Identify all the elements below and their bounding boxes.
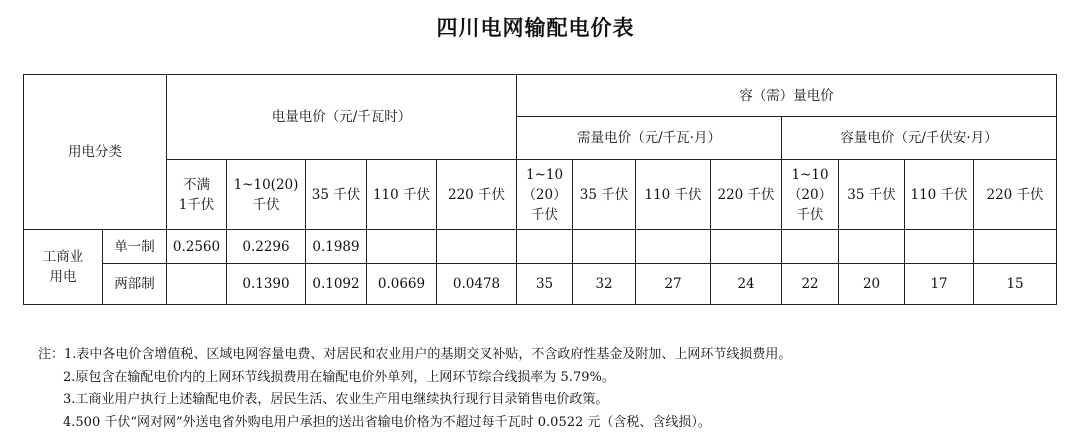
demand-level-header: 110 千伏 bbox=[636, 160, 711, 230]
demand-price-header: 需量电价（元/千瓦·月） bbox=[517, 117, 782, 160]
demand-price-cell bbox=[573, 230, 636, 264]
note-line: 2.原包含在输配电价内的上网环节线损费用在输配电价外单列，上网环节综合线损率为 5.79%。 bbox=[63, 369, 615, 385]
demand-price-cell bbox=[636, 230, 711, 264]
energy-price-cell: 0.1390 bbox=[227, 264, 306, 305]
capacity-price-cell bbox=[782, 230, 839, 264]
energy-price-cell bbox=[437, 230, 517, 264]
note-line: 3.工商业用户执行上述输配电价表，居民生活、农业生产用电继续执行现行目录销售电价政策。 bbox=[63, 392, 609, 407]
capacity-price-cell bbox=[905, 230, 974, 264]
energy-level-header: 1~10(20) 千伏 bbox=[227, 160, 306, 230]
energy-level-header: 220 千伏 bbox=[437, 160, 517, 230]
capacity-group-header: 容（需）量电价 bbox=[517, 75, 1057, 117]
row-label: 两部制 bbox=[103, 264, 167, 305]
demand-level-header: 1~10 （20） 千伏 bbox=[517, 160, 573, 230]
capacity-price-cell bbox=[839, 230, 905, 264]
energy-price-cell: 0.0669 bbox=[367, 264, 437, 305]
demand-level-header: 220 千伏 bbox=[711, 160, 782, 230]
capacity-level-header: 220 千伏 bbox=[974, 160, 1057, 230]
demand-price-cell: 35 bbox=[517, 264, 573, 305]
demand-price-cell bbox=[711, 230, 782, 264]
energy-price-cell bbox=[367, 230, 437, 264]
notes bbox=[38, 344, 791, 434]
energy-price-cell: 0.2560 bbox=[167, 230, 227, 264]
energy-price-header: 电量电价（元/千瓦时） bbox=[167, 75, 517, 160]
energy-price-cell: 0.1989 bbox=[306, 230, 367, 264]
tariff-table bbox=[23, 74, 1057, 305]
capacity-level-header: 110 千伏 bbox=[905, 160, 974, 230]
note-line: 注：1.表中各电价含增值税、区域电网容量电费、对居民和农业用户的基期交叉补贴，不含政府性基金及附加、上网环节线损费用。 bbox=[38, 347, 792, 362]
energy-price-cell: 0.2296 bbox=[227, 230, 306, 264]
capacity-level-header: 35 千伏 bbox=[839, 160, 905, 230]
energy-level-header: 110 千伏 bbox=[367, 160, 437, 230]
energy-price-cell bbox=[167, 264, 227, 305]
demand-price-cell: 32 bbox=[573, 264, 636, 305]
page-title: 四川电网输配电价表 bbox=[436, 15, 635, 40]
energy-level-header: 不满 1千伏 bbox=[167, 160, 227, 230]
energy-price-cell: 0.1092 bbox=[306, 264, 367, 305]
capacity-price-cell bbox=[974, 230, 1057, 264]
demand-price-cell: 24 bbox=[711, 264, 782, 305]
demand-level-header: 35 千伏 bbox=[573, 160, 636, 230]
capacity-level-header: 1~10 （20） 千伏 bbox=[782, 160, 839, 230]
energy-level-header: 35 千伏 bbox=[306, 160, 367, 230]
energy-price-cell: 0.0478 bbox=[437, 264, 517, 305]
note-line: 4.500 千伏“网对网”外送电省外购电用户承担的送出省输电价格为不超过每千瓦时 0.0522 元（含税、含线损）。 bbox=[63, 414, 711, 430]
capacity-price-cell: 20 bbox=[839, 264, 905, 305]
demand-price-cell bbox=[517, 230, 573, 264]
row-label: 单一制 bbox=[103, 230, 167, 264]
user-group-cell: 工商业 用电 bbox=[24, 230, 103, 305]
capacity-price-cell: 22 bbox=[782, 264, 839, 305]
category-header: 用电分类 bbox=[24, 75, 167, 230]
capacity-price-cell: 15 bbox=[974, 264, 1057, 305]
capacity-price-cell: 17 bbox=[905, 264, 974, 305]
demand-price-cell: 27 bbox=[636, 264, 711, 305]
capacity-price-header: 容量电价（元/千伏安·月） bbox=[782, 117, 1057, 160]
